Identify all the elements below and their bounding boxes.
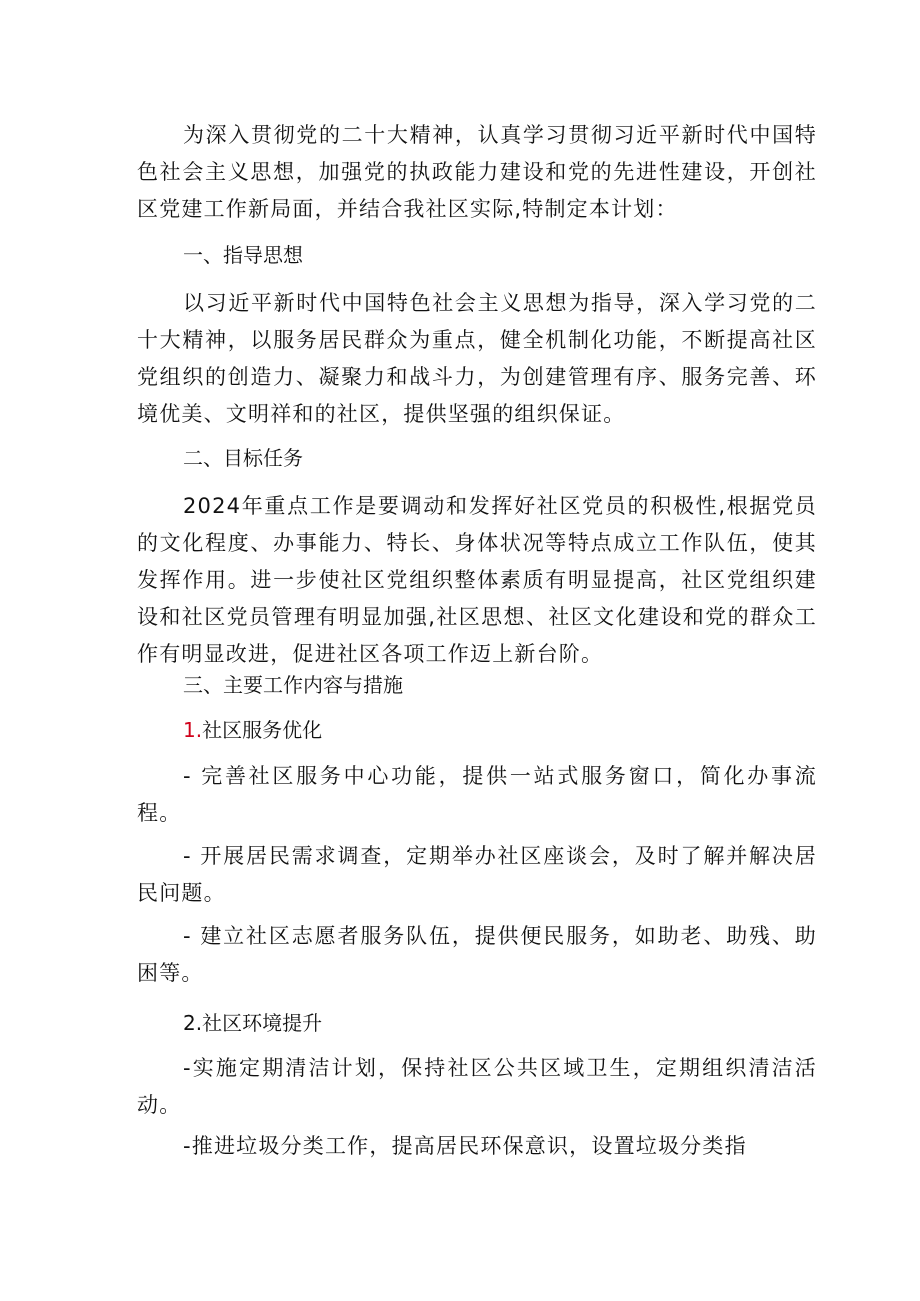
subsection2-number: 2. [183,1011,203,1035]
list-item: - 建立社区志愿者服务队伍，提供便民服务，如助老、助残、助困等。 [137,924,817,985]
section1-heading: 一、指导思想 [183,243,303,267]
subsection1-number: 1. [183,718,203,742]
subsection1-label: 社区服务优化 [202,718,323,742]
intro-paragraph: 为深入贯彻党的二十大精神，认真学习贯彻习近平新时代中国特色社会主义思想，加强党的执政能力建设和党的先进性建设，开创社区党建工作新局面，并结合我社区实际,特制定本计划： [137,123,817,221]
subsection2-title [137,1008,817,1038]
section2-body: 2024年重点工作是要调动和发挥好社区党员的积极性,根据党员的文化程度、办事能力、特长、身体状况等特点成立工作队伍，使其发挥作用。进一步使社区党组织整体素质有明显提高，社区党组织建设和社区党员管理有明显加强,社区思想、社区文化建设和党的群众工作有明显改进，促进社区各项工作迈上新台阶。 [137,494,817,666]
section3-heading: 三、主要工作内容与措施 [183,673,403,697]
section1-body: 以习近平新时代中国特色社会主义思想为指导，深入学习党的二十大精神，以服务居民群众为重点，健全机制化功能，不断提高社区党组织的创造力、凝聚力和战斗力，为创建管理有序、服务完善、环境优美、文明祥和的社区，提供坚强的组织保证。 [137,291,817,426]
subsection1-title [137,715,817,745]
section2-heading: 二、目标任务 [183,446,303,470]
list-item: -推进垃圾分类工作，提高居民环保意识，设置垃圾分类指 [183,1134,747,1158]
list-item: - 开展居民需求调查，定期举办社区座谈会，及时了解并解决居民问题。 [137,844,817,905]
list-item: -实施定期清洁计划，保持社区公共区域卫生，定期组织清洁活动。 [137,1056,817,1117]
subsection2-label: 社区环境提升 [202,1011,323,1035]
list-item: - 完善社区服务中心功能，提供一站式服务窗口，简化办事流程。 [137,764,817,825]
